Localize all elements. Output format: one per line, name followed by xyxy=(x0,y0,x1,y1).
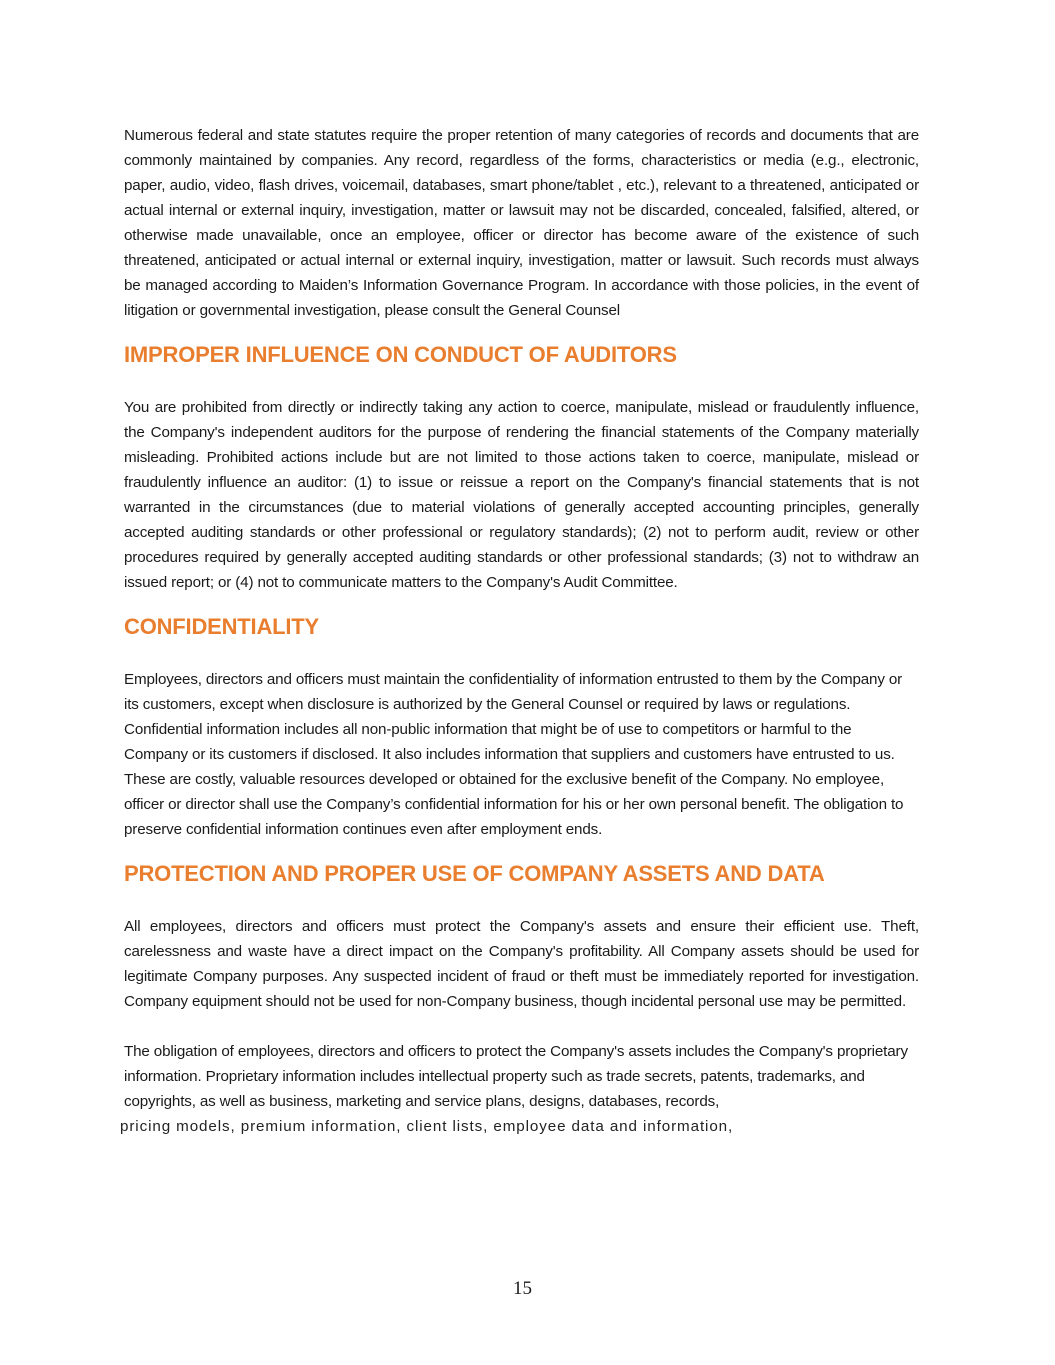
page-number: 15 xyxy=(513,1278,532,1299)
confidentiality-section-heading: CONFIDENTIALITY xyxy=(124,614,319,639)
proprietary-information-paragraph: The obligation of employees, directors and officers to protect the Company's assets includes the Company's proprietary information. Proprietary information includes intellectual property such as trade secrets, patents, trademarks, and copyrights, as well as business, marketing and service plans, designs, databases, records, xyxy=(124,1043,908,1110)
auditors-paragraph: You are prohibited from directly or indirectly taking any action to coerce, manipulate, mislead or fraudulently influence, the Company's independent auditors for the purpose of rendering the financial statements of the Company materially misleading. Prohibited actions include but are not limited to those actions taken to coerce, manipulate, mislead or fraudulently influence an auditor: (1) to issue or reissue a report on the Company's financial statements that is not warranted in the circumstances (due to material violations of generally accepted accounting principles, generally accepted auditing standards or other professional or regulatory standards); (2) not to perform audit, review or other procedures required by generally accepted auditing standards or other professional standards; (3) not to withdraw an issued report; or (4) not to communicate matters to the Company's Audit Committee. xyxy=(124,399,919,591)
records-retention-paragraph: Numerous federal and state statutes require the proper retention of many categories of records and documents that are commonly maintained by companies. Any record, regardless of the forms, characteristics or media (e.g., electronic, paper, audio, video, flash drives, voicemail, databases, smart phone/tablet , etc.), relevant to a threatened, anticipated or actual internal or external inquiry, investigation, matter or lawsuit may not be discarded, concealed, falsified, altered, or otherwise made unavailable, once an employee, officer or director has become aware of the existence of such threatened, anticipated or actual internal or external inquiry, investigation, matter or lawsuit. Such records must always be managed according to Maiden’s Information Governance Program. In accordance with those policies, in the event of litigation or governmental investigation, please consult the General Counsel xyxy=(124,127,919,319)
assets-paragraph: All employees, directors and officers must protect the Company's assets and ensure their efficient use. Theft, carelessness and waste have a direct impact on the Company's profitability. All Company assets should be used for legitimate Company purposes. Any suspected incident of fraud or theft must be immediately reported for investigation. Company equipment should not be used for non-Company business, though incidental personal use may be permitted. xyxy=(124,918,919,1010)
assets-section-heading: PROTECTION AND PROPER USE OF COMPANY ASSETS AND DATA xyxy=(124,861,825,886)
document-page xyxy=(120,123,919,1139)
auditors-section-heading: IMPROPER INFLUENCE ON CONDUCT OF AUDITORS xyxy=(124,342,677,367)
proprietary-information-continuation: pricing models, premium information, client lists, employee data and information, xyxy=(120,1118,734,1135)
confidentiality-paragraph: Employees, directors and officers must maintain the confidentiality of information entrusted to them by the Company or its customers, except when disclosure is authorized by the General Counsel or required by laws or regulations. Confidential information includes all non-public information that might be of use to competitors or harmful to the Company or its customers if disclosed. It also includes information that suppliers and customers have entrusted to us. These are costly, valuable resources developed or obtained for the exclusive benefit of the Company. No employee, officer or director shall use the Company’s confidential information for his or her own personal benefit. The obligation to preserve confidential information continues even after employment ends. xyxy=(124,671,904,838)
